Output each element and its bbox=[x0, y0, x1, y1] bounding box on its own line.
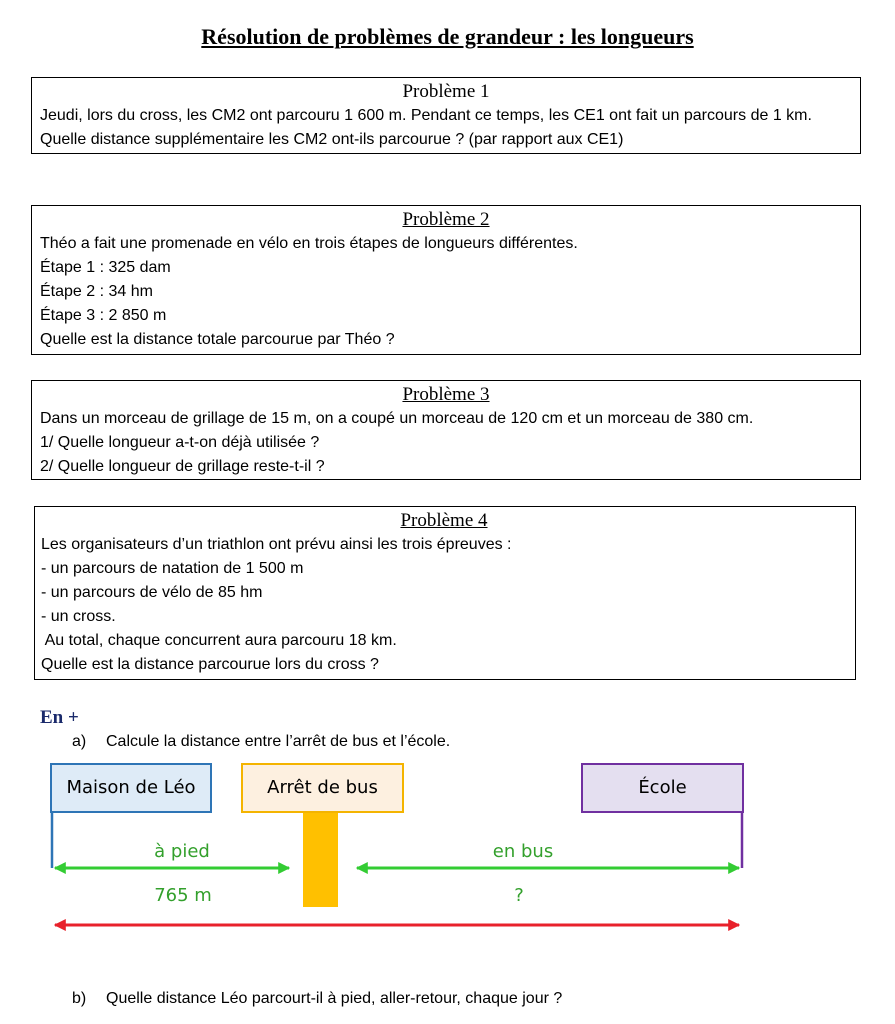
school-label: École bbox=[638, 777, 687, 798]
problem-1-heading: Problème 1 bbox=[402, 81, 490, 102]
problem-4-line: Quelle est la distance parcourue lors du cross ? bbox=[41, 656, 379, 673]
bus-label: en bus bbox=[492, 841, 554, 862]
question-a-text: Calcule la distance entre l’arrêt de bus et l’école. bbox=[106, 733, 451, 750]
problem-2-box bbox=[31, 205, 861, 355]
bus-stop-box bbox=[241, 763, 404, 813]
problem-3-box bbox=[31, 380, 861, 480]
problem-4-line: - un cross. bbox=[41, 608, 116, 625]
problem-3-line: Dans un morceau de grillage de 15 m, on a coupé un morceau de 120 cm et un morceau de 380 cm. bbox=[40, 410, 754, 427]
bus-stop-pole bbox=[303, 813, 338, 907]
problem-3-line: 1/ Quelle longueur a-t-on déjà utilisée ? bbox=[40, 434, 320, 451]
problem-2-heading: Problème 2 bbox=[402, 209, 490, 230]
walk-label: à pied bbox=[154, 841, 210, 862]
problem-2-line: Théo a fait une promenade en vélo en trois étapes de longueurs différentes. bbox=[40, 235, 578, 252]
problem-3-line: 2/ Quelle longueur de grillage reste-t-il ? bbox=[40, 458, 325, 475]
question-b bbox=[72, 990, 562, 1008]
problem-1-text: Jeudi, lors du cross, les CM2 ont parcouru 1 600 m. Pendant ce temps, les CE1 ont fait un parcours de 1 km. Quelle distance supplémentaire les CM2 ont-ils parcourue ? (par rapport aux CE1) bbox=[40, 107, 812, 148]
problem-2-line: Quelle est la distance totale parcourue par Théo ? bbox=[40, 331, 395, 348]
problem-1-box bbox=[31, 77, 861, 154]
problem-2-line: Étape 3 : 2 850 m bbox=[40, 307, 167, 324]
bus-stop-label: Arrêt de bus bbox=[267, 777, 378, 798]
question-a bbox=[72, 733, 450, 751]
problem-4-heading: Problème 4 bbox=[400, 510, 488, 531]
problem-2-line: Étape 2 : 34 hm bbox=[40, 283, 153, 300]
problem-4-box bbox=[34, 506, 856, 680]
school-box bbox=[581, 763, 744, 813]
bus-distance: ? bbox=[514, 885, 524, 906]
problem-4-line: - un parcours de natation de 1 500 m bbox=[41, 560, 304, 577]
problem-4-line: Les organisateurs d’un triathlon ont prévu ainsi les trois épreuves : bbox=[41, 536, 512, 553]
question-b-label: b) bbox=[72, 990, 87, 1007]
problem-4-line: Au total, chaque concurrent aura parcouru 18 km. bbox=[41, 632, 397, 649]
en-plus-heading: En + bbox=[40, 707, 79, 728]
question-b-text: Quelle distance Léo parcourt-il à pied, aller-retour, chaque jour ? bbox=[106, 990, 563, 1007]
problem-2-line: Étape 1 : 325 dam bbox=[40, 259, 171, 276]
problem-4-line: - un parcours de vélo de 85 hm bbox=[41, 584, 263, 601]
walk-distance: 765 m bbox=[154, 885, 212, 906]
page-title: Résolution de problèmes de grandeur : les longueurs bbox=[201, 24, 694, 49]
house-box bbox=[50, 763, 212, 813]
house-label: Maison de Léo bbox=[66, 777, 196, 798]
question-a-label: a) bbox=[72, 733, 87, 750]
problem-3-heading: Problème 3 bbox=[402, 384, 490, 405]
